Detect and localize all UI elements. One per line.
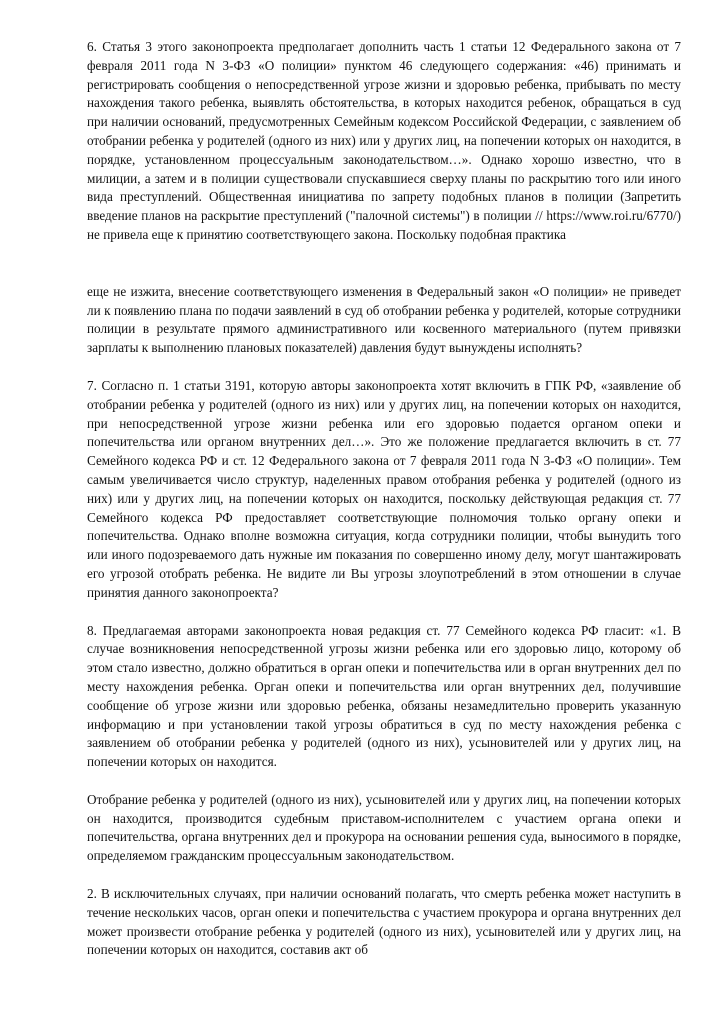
paragraph-gap bbox=[87, 866, 681, 885]
paragraph-gap bbox=[87, 358, 681, 377]
paragraph-gap bbox=[87, 245, 681, 264]
paragraph-gap bbox=[87, 264, 681, 283]
paragraph-6: 6. Статья 3 этого законопроекта предполагает дополнить часть 1 статьи 12 Федерального закона от 7 февраля 2011 года N 3-ФЗ «О полиции» пунктом 46 следующего содержания: «46) принимать и регистрировать сообщения о непосредственной угрозе жизни и здоровью ребенка, прибывать по месту нахождения такого ребенка, выявлять обстоятельства, в которых находится ребенок, обращаться в суд при наличии оснований, предусмотренных Семейным кодексом Российской Федерации, с заявлением об отобрании ребенка у родителей (одного из них) или у других лиц, на попечении которых он находится, в порядке, установленном процессуальным законодательством…». Однако хорошо известно, что в милиции, а затем и в полиции существовали спускавшиеся сверху планы по раскрытию того или иного вида преступлений. Общественная инициатива по запрету подобных планов в полиции (Запретить введение планов на раскрытие преступлений ("палочной системы") в полиции // https://www.roi.ru/6770/) не привела еще к принятию соответствующего закона. Поскольку подобная практика bbox=[87, 39, 681, 242]
paragraph-6-continuation: еще не изжита, внесение соответствующего изменения в Федеральный закон «О полиции» не приведет ли к появлению плана по подачи заявлений в суд об отобрании ребенка у родителей, которые сотрудники полиции в результате прямого административного или косвенного материального (путем привязки зарплаты к выполнению плановых показателей) давления будут вынуждены исполнять? bbox=[87, 283, 681, 356]
paragraph-gap bbox=[87, 772, 681, 791]
paragraph-8: 8. Предлагаемая авторами законопроекта новая редакция ст. 77 Семейного кодекса РФ гласит: «1. В случае возникновения непосредственной угрозы жизни ребенка или его здоровью лицо, которому об этом стало известно, должно обратиться в орган опеки и попечительства или в орган внутренних дел по месту нахождения ребенка. Орган опеки и попечительства или орган внутренних дел, получившие сообщение об угрозе жизни или здоровью ребенка, обязаны незамедлительно проверить указанную информацию и при установлении такой угрозы обратиться в суд по месту нахождения ребенка с заявлением об отобрании ребенка у родителей (одного из них), усыновителей или у других лиц, на попечении которых он находится. bbox=[87, 622, 681, 770]
paragraph-gap bbox=[87, 603, 681, 622]
paragraph-8-removal: Отобрание ребенка у родителей (одного из них), усыновителей или у других лиц, на попечении которых он находится, производится судебным приставом-исполнителем с участием органа опеки и попечительства, органа внутренних дел и прокурора на основании решения суда, выносимого в порядке, определяемом гражданским процессуальным законодательством. bbox=[87, 791, 681, 864]
paragraph-7: 7. Согласно п. 1 статьи 3191, которую авторы законопроекта хотят включить в ГПК РФ, «заявление об отобрании ребенка у родителей (одного из них) или у других лиц, на попечении которых он находится, при непосредственной угрозе жизни ребенка или его здоровью подается органом опеки и попечительства или органом внутренних дел…». Это же положение предлагается включить в ст. 77 Семейного кодекса РФ и ст. 12 Федерального закона от 7 февраля 2011 года N 3-ФЗ «О полиции». Тем самым увеличивается число структур, наделенных правом отобрания ребенка у родителей (одного из них) или у других лиц, на попечении которых он находится, поскольку действующая редакция ст. 77 Семейного кодекса РФ предоставляет соответствующие полномочия только органу опеки и попечительства. Однако вполне возможна ситуация, когда сотрудники полиции, чтобы вынудить того или иного подозреваемого дать нужные им показания по совершенно иному делу, могут шантажировать его угрозой отобрать ребенка. Не видите ли Вы угрозы злоупотреблений в этом отношении в случае принятия данного законопроекта? bbox=[87, 377, 681, 600]
document-page bbox=[87, 38, 681, 960]
paragraph-8-item-2: 2. В исключительных случаях, при наличии оснований полагать, что смерть ребенка может наступить в течение нескольких часов, орган опеки и попечительства с участием прокурора и органа внутренних дел может произвести отобрание ребенка у родителей (одного из них), усыновителей или у других лиц, на попечении которых он находится, составив акт об bbox=[87, 886, 681, 958]
